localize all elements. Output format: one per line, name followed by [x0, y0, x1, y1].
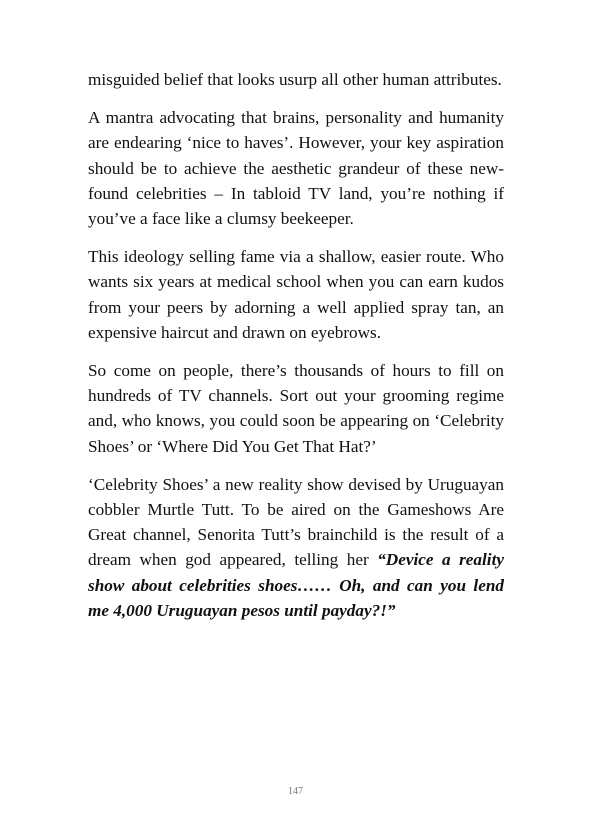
paragraph-3: This ideology selling fame via a shallow, easier route. Who wants six years at medical school when you can earn kudos from your peers by adorning a well applied spray tan, an expensive haircut and drawn on eyebrows. [88, 247, 504, 342]
paragraph-5-text: ‘Celebrity Shoes’ a new reality show devised by Uruguayan cobbler Murtle Tutt. To be aired on the Gameshows Are Great channel, Senorita Tutt’s brainchild is the result of a dream when god appeared, telling her [88, 474, 504, 570]
paragraph-1: misguided belief that looks usurp all other human attributes. [88, 70, 502, 89]
page-body [88, 67, 504, 636]
god-quote: “Device a reality show about celebrities shoes…… Oh, and can you lend me 4,000 Uruguayan pesos until payday?!” [88, 550, 504, 620]
paragraph-5 [88, 472, 504, 623]
page-number: 147 [288, 786, 303, 797]
paragraph-2: A mantra advocating that brains, personality and humanity are endearing ‘nice to haves’. However, your key aspiration should be to achieve the aesthetic grandeur of these new-found celebrities – In tabloid TV land, you’re nothing if you’ve a face like a clumsy beekeeper. [88, 108, 504, 229]
paragraph-4: So come on people, there’s thousands of hours to fill on hundreds of TV channels. Sort out your grooming regime and, who knows, you could soon be appearing on ‘Celebrity Shoes’ or ‘Where Did You Get That Hat?’ [88, 361, 504, 456]
